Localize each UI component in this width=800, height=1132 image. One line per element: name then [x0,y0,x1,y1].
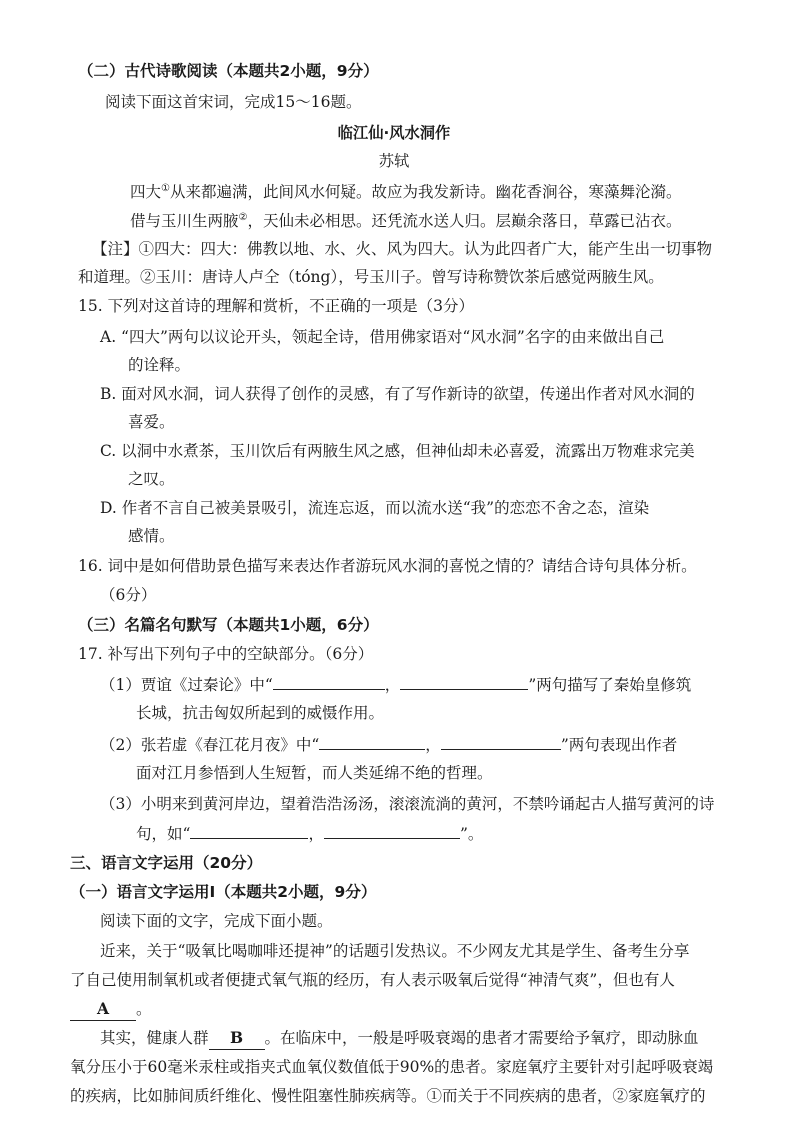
poem-line-2-start: 借与玉川生两腋 [130,212,239,231]
q17-item-2 [100,733,677,756]
q15-option-c-line1: C. 以洞中水煮茶，玉川饮后有两腋生风之感，但神仙却未必喜爱，流露出万物难求完美 [100,442,695,460]
q17-item-2-suffix: ”两句表现出作者 [560,736,678,754]
q17-item-2-sep: ， [425,736,441,754]
q15-option-d-line2: 感情。 [128,527,175,545]
poem-note-line-1: 【注】①四大：四大：佛教以地、水、火、风为四大。认为此四者广大，能产生出一切事物 [92,240,713,258]
passage-p2-line3: 的疾病，比如肺间质纤维化、慢性阻塞性肺疾病等。①而关于不同疾病的患者，②家庭氧疗的 [70,1087,706,1105]
poem-line-1-rest: 从来都遍满，此间风水何疑。故应为我发新诗。幽花香涧谷，寒藻舞沦漪。 [169,183,682,202]
answer-blank[interactable] [324,822,460,839]
q17-item-1-prefix: （1）贾谊《过秦论》中“ [100,676,273,694]
section-header-poetry: （二）古代诗歌阅读（本题共2小题，9分） [78,62,379,80]
answer-blank[interactable] [319,733,425,750]
q17-item-3: （3）小明来到黄河岸边，望着浩浩汤汤，滚滚流淌的黄河，不禁吟诵起古人描写黄河的诗 [100,795,715,813]
blank-b[interactable]: B [209,1027,265,1050]
q15-option-a-line1: A. “四大”两句以议论开头，领起全诗，借用佛家语对“风水洞”名字的由来做出自己 [100,328,665,346]
q15-option-a-line2: 的诠释。 [128,356,191,374]
poem-note-line-2: 和道理。②玉川：唐诗人卢仝（tóng），号玉川子。曾写诗称赞饮茶后感觉两腋生风。 [78,268,664,286]
passage-p2-rest: 。在临床中，一般是呼吸衰竭的患者才需要给予氧疗，即动脉血 [264,1029,699,1047]
footnote-marker-2: ② [238,212,248,223]
passage-p1-line1: 近来，关于“吸氧比喝咖啡还提神”的话题引发热议。不少网友尤其是学生、备考生分享 [100,942,690,960]
section-header-memorization: （三）名篇名句默写（本题共1小题，6分） [78,616,379,634]
question-17-stem: 17. 补写出下列句子中的空缺部分。（6分） [78,645,374,663]
poem-author: 苏轼 [378,152,410,170]
passage-p2-line2: 氧分压小于60毫米汞柱或指夹式血氧仪数值低于90%的患者。家庭氧疗主要针对引起呼吸衰竭 [70,1058,714,1076]
passage-p2-start: 其实，健康人群 [100,1029,209,1047]
q15-option-b-line2: 喜爱。 [128,413,175,431]
blank-a[interactable]: A [70,998,136,1021]
poem-line-1-start: 四大 [130,183,162,202]
q15-option-d-line1: D. 作者不言自己被美景吸引，流连忘返，而以流水送“我”的恋恋不舍之态，渲染 [100,499,650,517]
part-header-language: 三、语言文字运用（20分） [70,854,263,872]
q15-option-b-line1: B. 面对风水洞，词人获得了创作的灵感，有了写作新诗的欲望，传递出作者对风水洞的 [100,385,695,403]
q17-item-3-sep: ， [308,825,324,843]
passage-p1-end: 。 [136,1000,152,1018]
passage-p2-line1 [100,1027,699,1050]
question-16-line2: （6分） [100,586,157,604]
language-instruction: 阅读下面的文字，完成下面小题。 [100,912,333,930]
poem-title: 临江仙·风水洞作 [337,124,451,142]
q17-item-2-prefix: （2）张若虚《春江花月夜》中“ [100,736,320,754]
answer-blank[interactable] [273,673,385,690]
poem-line-2-rest: ，天仙未必相思。还凭流水送人归。层巅余落日，草露已沾衣。 [247,212,682,231]
q17-item-1 [100,673,691,696]
q17-item-1-cont: 长城，抗击匈奴所起到的威慑作用。 [136,704,385,722]
q15-option-c-line2: 之叹。 [128,470,175,488]
q17-item-1-sep: ， [384,676,401,694]
poem-line-1 [130,178,682,203]
answer-blank[interactable] [400,673,528,690]
poetry-instruction: 阅读下面这首宋词，完成15～16题。 [105,93,362,111]
question-15-stem: 15. 下列对这首诗的理解和赏析，不正确的一项是（3分） [78,297,474,315]
section-header-language-1: （一）语言文字运用Ⅰ（本题共2小题，9分） [70,883,377,901]
footnote-marker-1: ① [161,183,170,194]
answer-blank[interactable] [441,733,561,750]
q17-item-2-cont: 面对江月参悟到人生短暂，而人类延绵不绝的哲理。 [136,764,493,782]
q17-item-3-suffix: ”。 [459,825,484,843]
q17-item-1-suffix: ”两句描写了秦始皇修筑 [528,676,692,694]
q17-item-3-prefix: 句，如“ [136,825,191,843]
q17-item-3-cont [136,822,483,845]
passage-p1-line3 [70,998,152,1021]
passage-p1-line2: 了自己使用制氧机或者便捷式氧气瓶的经历，有人表示吸氧后觉得“神清气爽”，但也有人 [70,971,675,989]
poem-line-2 [130,207,682,232]
question-16-line1: 16. 词中是如何借助景色描写来表达作者游玩风水洞的喜悦之情的？请结合诗句具体分析。 [78,557,697,575]
answer-blank[interactable] [190,822,308,839]
